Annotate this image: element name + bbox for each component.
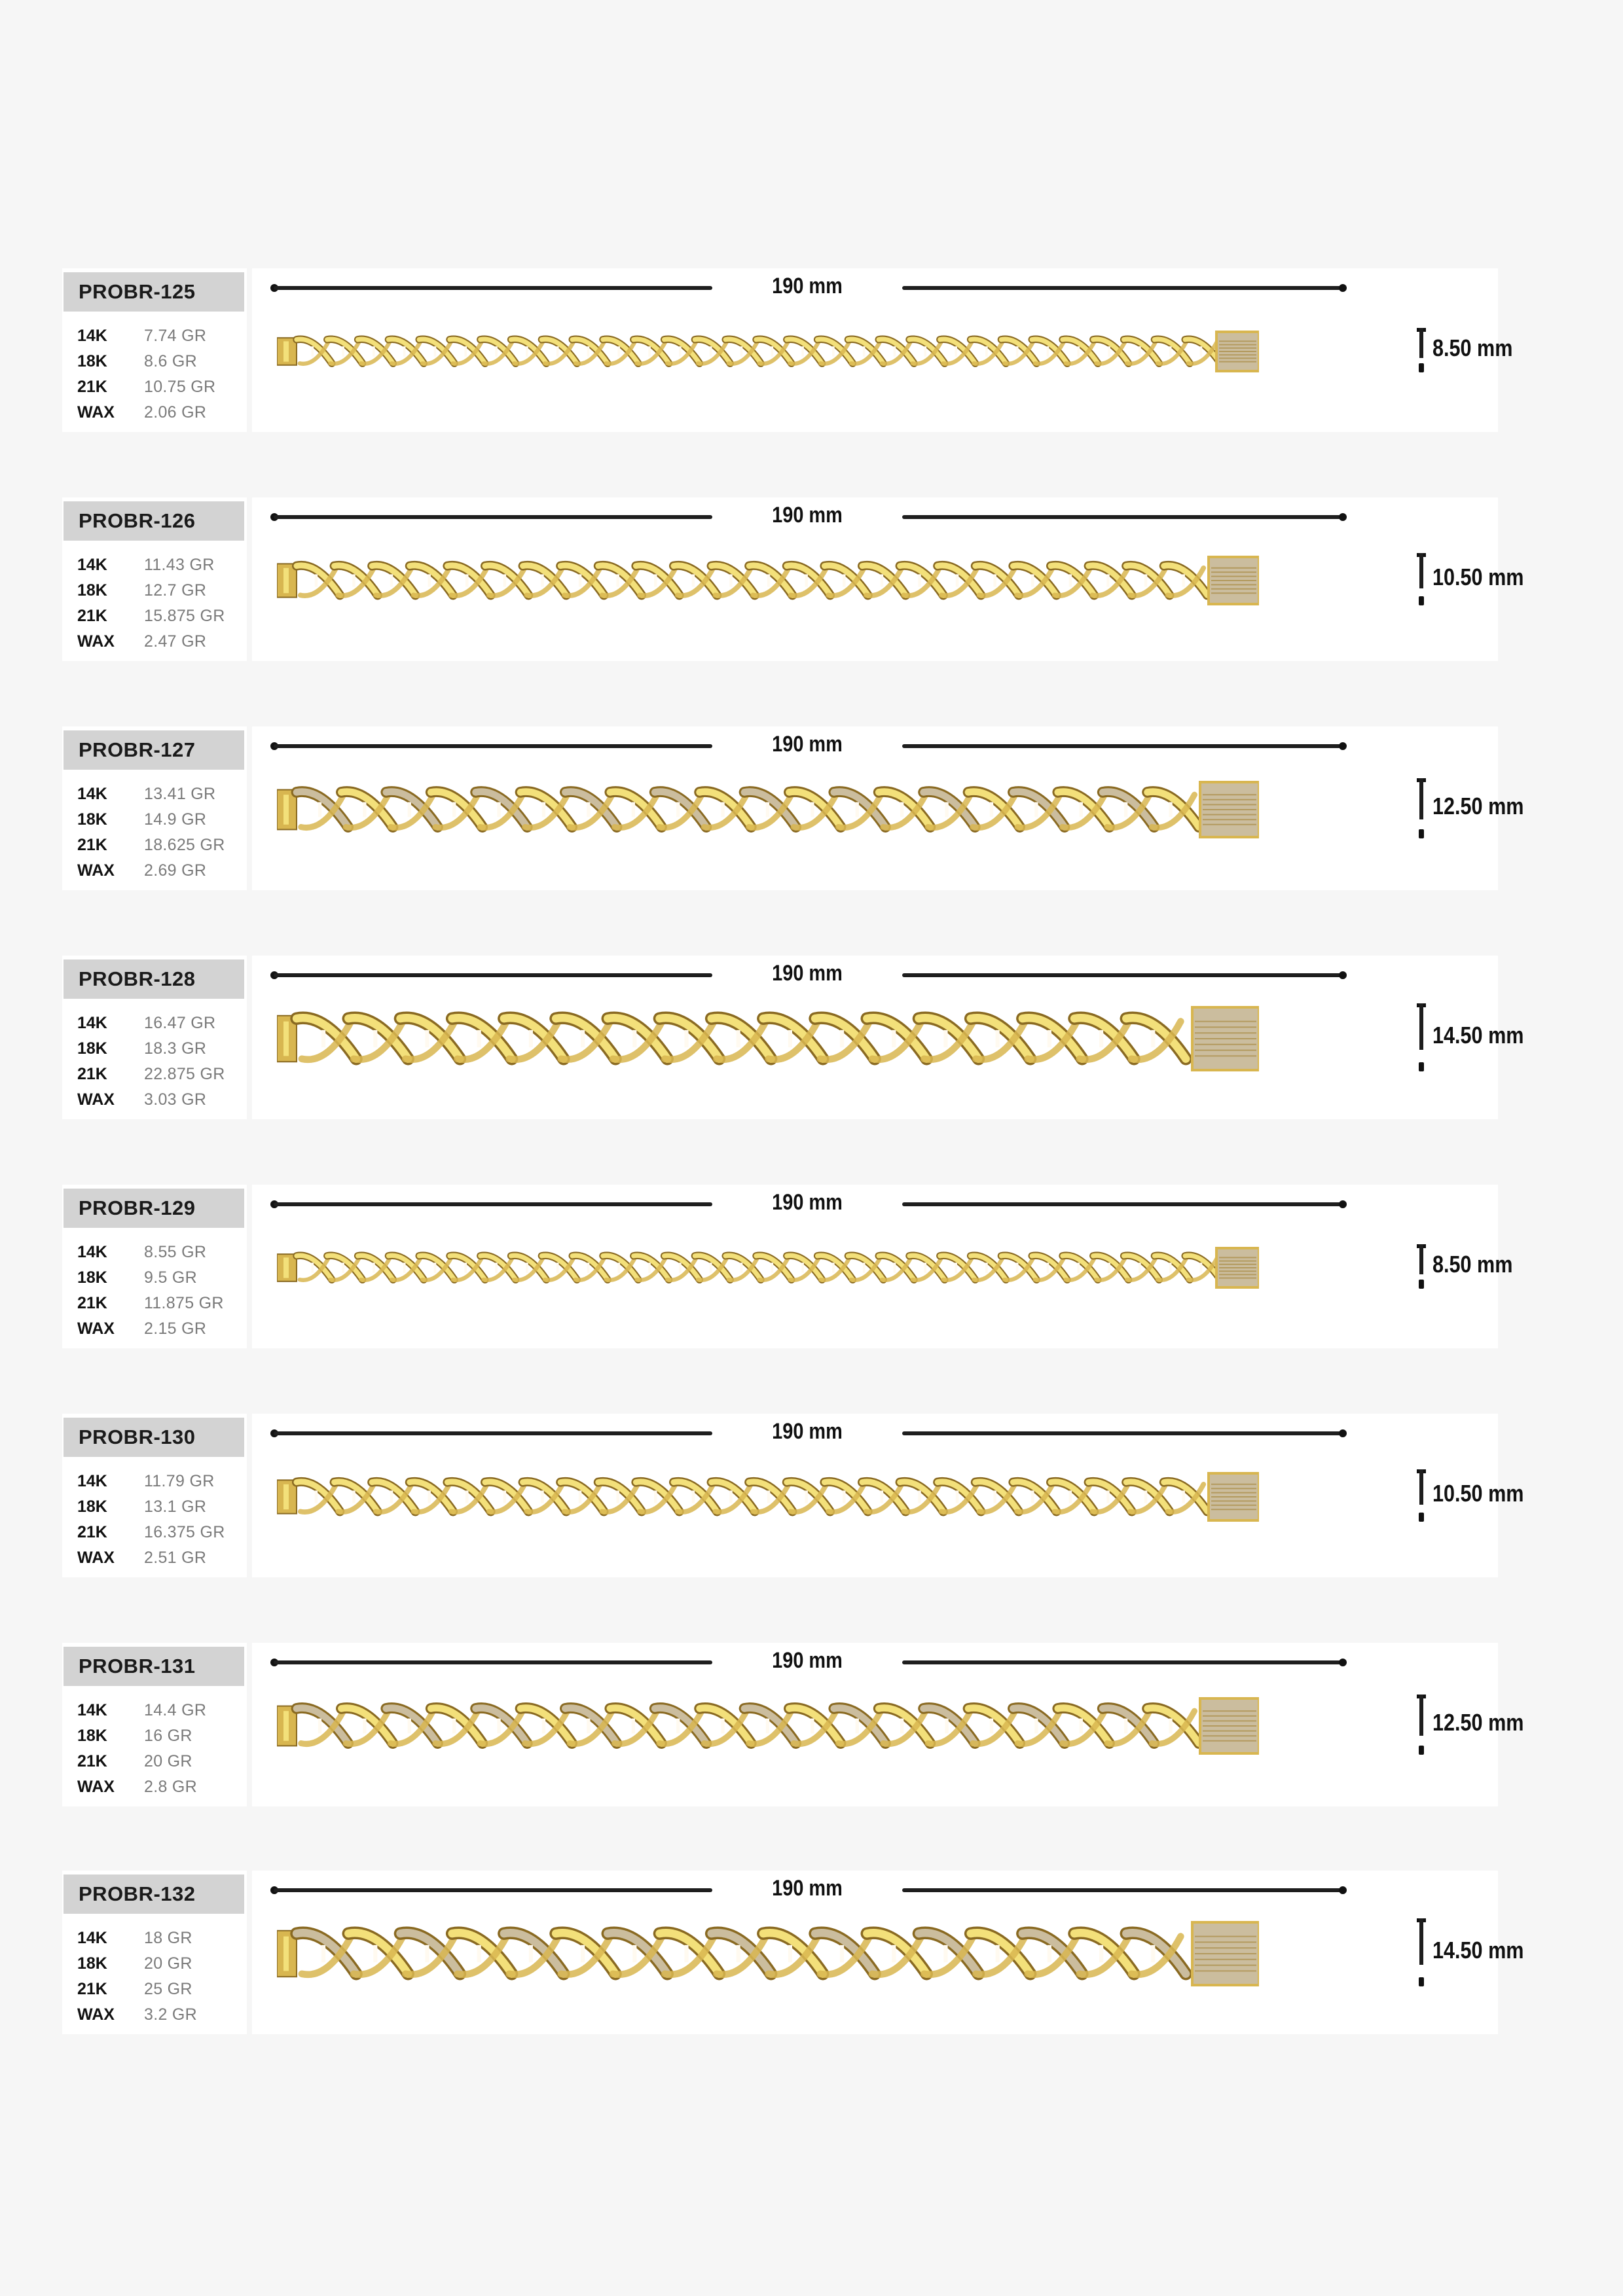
width-line <box>1419 553 1423 588</box>
arrow-right-icon <box>1339 742 1347 750</box>
width-line <box>1419 328 1423 358</box>
bracelet <box>277 1917 1259 1994</box>
width-label: 14.50 mm <box>1432 1937 1524 1964</box>
product-code: PROBR-130 <box>64 1418 244 1457</box>
weight-row <box>77 1749 206 1774</box>
weight-row <box>77 1265 224 1291</box>
product-info-card <box>62 1414 247 1577</box>
weight-row <box>77 1469 225 1494</box>
product-row <box>62 1414 1524 1577</box>
length-label: 190 mm <box>772 1648 843 1673</box>
weight-value: 13.41 GR <box>144 785 216 803</box>
bracelet <box>277 1693 1259 1762</box>
weight-value: 16.47 GR <box>144 1014 216 1032</box>
length-line-right <box>902 286 1341 290</box>
weight-value: 14.9 GR <box>144 810 207 829</box>
width-line <box>1419 1695 1423 1736</box>
bracelet-image-2 <box>277 777 1259 842</box>
product-row <box>62 1643 1524 1806</box>
karat-label: WAX <box>77 403 115 422</box>
weight-value: 20 GR <box>144 1954 192 1973</box>
weight-value: 14.4 GR <box>144 1701 207 1719</box>
product-code: PROBR-127 <box>64 730 244 770</box>
length-line-right <box>902 1660 1341 1664</box>
weight-value: 2.47 GR <box>144 632 207 651</box>
weight-row <box>77 1545 225 1571</box>
width-label: 10.50 mm <box>1432 1480 1524 1507</box>
arrow-down-icon <box>1419 1513 1424 1522</box>
length-label: 190 mm <box>772 274 843 298</box>
weight-value: 2.69 GR <box>144 861 207 880</box>
product-code: PROBR-128 <box>64 960 244 999</box>
bracelet-image-6 <box>277 1693 1259 1759</box>
weight-value: 8.6 GR <box>144 352 197 370</box>
product-visual-panel <box>252 268 1513 432</box>
width-label: 10.50 mm <box>1432 564 1524 590</box>
weight-row <box>77 374 215 400</box>
karat-label: 14K <box>77 1929 107 1947</box>
product-visual-panel <box>252 497 1524 661</box>
length-line-right <box>902 973 1341 977</box>
weight-row <box>77 1087 225 1113</box>
weight-row <box>77 1316 224 1342</box>
weight-value: 18.3 GR <box>144 1039 207 1058</box>
arrow-right-icon <box>1339 1659 1347 1666</box>
weight-value: 16 GR <box>144 1727 192 1745</box>
width-label: 12.50 mm <box>1432 1709 1524 1736</box>
karat-label: WAX <box>77 1090 115 1109</box>
product-code: PROBR-129 <box>64 1189 244 1228</box>
karat-label: WAX <box>77 1319 115 1338</box>
length-label: 190 mm <box>772 1190 843 1215</box>
width-line <box>1419 1244 1423 1274</box>
bracelet <box>277 552 1259 613</box>
weight-value: 18.625 GR <box>144 836 225 854</box>
arrow-down-icon <box>1419 363 1424 372</box>
product-info-card <box>62 1185 247 1348</box>
weight-value: 13.1 GR <box>144 1498 207 1516</box>
karat-label: 21K <box>77 607 107 625</box>
product-row <box>62 956 1524 1119</box>
weight-row <box>77 1926 197 1951</box>
product-visual-panel <box>252 1871 1524 2034</box>
bracelet <box>277 1243 1259 1296</box>
arrow-right-icon <box>1339 971 1347 979</box>
karat-label: WAX <box>77 632 115 651</box>
weights-list <box>77 552 225 655</box>
width-label: 8.50 mm <box>1432 1251 1513 1278</box>
weight-row <box>77 578 225 603</box>
product-row <box>62 1871 1524 2034</box>
karat-label: 14K <box>77 1472 107 1490</box>
karat-label: 21K <box>77 836 107 854</box>
product-code: PROBR-126 <box>64 501 244 541</box>
weight-value: 10.75 GR <box>144 378 216 396</box>
karat-label: 14K <box>77 327 107 345</box>
arrow-down-icon <box>1419 596 1424 605</box>
bracelet-image-0 <box>277 327 1259 376</box>
length-line-left <box>274 973 712 977</box>
width-label: 14.50 mm <box>1432 1022 1524 1049</box>
width-line <box>1419 1003 1423 1050</box>
karat-label: 21K <box>77 1752 107 1770</box>
weight-value: 7.74 GR <box>144 327 207 345</box>
arrow-down-icon <box>1419 1746 1424 1755</box>
product-info-card <box>62 956 247 1119</box>
weight-row <box>77 807 225 833</box>
karat-label: 18K <box>77 581 107 600</box>
arrow-right-icon <box>1339 1200 1347 1208</box>
karat-label: 18K <box>77 352 107 370</box>
weight-row <box>77 1036 225 1062</box>
karat-label: 14K <box>77 785 107 803</box>
weight-value: 2.06 GR <box>144 403 207 422</box>
weights-list <box>77 1926 197 2028</box>
bracelet <box>277 1468 1259 1529</box>
karat-label: WAX <box>77 1549 115 1567</box>
length-line-left <box>274 1202 712 1206</box>
karat-label: 21K <box>77 1294 107 1312</box>
product-info-card <box>62 726 247 890</box>
karat-label: 18K <box>77 810 107 829</box>
karat-label: 14K <box>77 556 107 574</box>
product-visual-panel <box>252 726 1524 890</box>
karat-label: WAX <box>77 861 115 880</box>
length-line-left <box>274 744 712 748</box>
karat-label: 21K <box>77 1065 107 1083</box>
length-line-right <box>902 1431 1341 1435</box>
weight-row <box>77 552 225 578</box>
length-line-left <box>274 1888 712 1892</box>
karat-label: 14K <box>77 1014 107 1032</box>
karat-label: 14K <box>77 1243 107 1261</box>
weight-row <box>77 833 225 858</box>
product-code: PROBR-131 <box>64 1647 244 1686</box>
weight-value: 15.875 GR <box>144 607 225 625</box>
length-line-right <box>902 744 1341 748</box>
product-visual-panel <box>252 1643 1524 1806</box>
product-info-card <box>62 1871 247 2034</box>
length-line-right <box>902 1202 1341 1206</box>
weight-value: 2.51 GR <box>144 1549 207 1567</box>
product-row <box>62 726 1524 890</box>
weight-value: 2.8 GR <box>144 1778 197 1796</box>
arrow-right-icon <box>1339 513 1347 521</box>
karat-label: WAX <box>77 1778 115 1796</box>
weight-value: 25 GR <box>144 1980 192 1998</box>
weight-row <box>77 1977 197 2002</box>
weight-value: 16.375 GR <box>144 1523 225 1541</box>
karat-label: 18K <box>77 1954 107 1973</box>
weight-value: 22.875 GR <box>144 1065 225 1083</box>
product-info-card <box>62 497 247 661</box>
width-line <box>1419 778 1423 819</box>
weight-row <box>77 323 215 349</box>
weight-value: 2.15 GR <box>144 1319 207 1338</box>
product-row <box>62 497 1524 661</box>
length-line-right <box>902 515 1341 519</box>
arrow-down-icon <box>1419 1280 1424 1289</box>
weights-list <box>77 1469 225 1571</box>
weight-value: 3.03 GR <box>144 1090 207 1109</box>
arrow-right-icon <box>1339 1429 1347 1437</box>
weight-row <box>77 1291 224 1316</box>
weight-row <box>77 1698 206 1723</box>
length-line-left <box>274 1660 712 1664</box>
product-info-card <box>62 268 247 432</box>
bracelet <box>277 1002 1259 1079</box>
weights-list <box>77 781 225 884</box>
karat-label: 18K <box>77 1039 107 1058</box>
weight-value: 18 GR <box>144 1929 192 1947</box>
length-line-left <box>274 286 712 290</box>
weight-row <box>77 1494 225 1520</box>
bracelet-image-1 <box>277 552 1259 609</box>
arrow-down-icon <box>1419 1977 1424 1986</box>
width-line <box>1419 1469 1423 1505</box>
weight-row <box>77 781 225 807</box>
length-label: 190 mm <box>772 1419 843 1444</box>
weights-list <box>77 1011 225 1113</box>
weight-value: 9.5 GR <box>144 1268 197 1287</box>
bracelet <box>277 327 1259 380</box>
weight-row <box>77 1723 206 1749</box>
bracelet-image-7 <box>277 1917 1259 1990</box>
bracelet-image-4 <box>277 1243 1259 1293</box>
karat-label: 18K <box>77 1268 107 1287</box>
weight-value: 11.875 GR <box>144 1294 224 1312</box>
weight-row <box>77 1951 197 1977</box>
weight-value: 3.2 GR <box>144 2005 197 2024</box>
width-line <box>1419 1918 1423 1965</box>
weight-row <box>77 1062 225 1087</box>
length-label: 190 mm <box>772 732 843 757</box>
weight-row <box>77 629 225 655</box>
arrow-right-icon <box>1339 284 1347 292</box>
product-code: PROBR-125 <box>64 272 244 312</box>
product-visual-panel <box>252 956 1524 1119</box>
product-row <box>62 268 1513 432</box>
weight-row <box>77 1240 224 1265</box>
weight-row <box>77 1520 225 1545</box>
weight-row <box>77 1011 225 1036</box>
weight-row <box>77 1774 206 1800</box>
product-visual-panel <box>252 1185 1513 1348</box>
karat-label: WAX <box>77 2005 115 2024</box>
karat-label: 18K <box>77 1498 107 1516</box>
weight-row <box>77 349 215 374</box>
length-label: 190 mm <box>772 1876 843 1901</box>
weight-value: 11.43 GR <box>144 556 215 574</box>
weights-list <box>77 323 215 425</box>
bracelet-image-5 <box>277 1468 1259 1526</box>
weight-value: 11.79 GR <box>144 1472 215 1490</box>
karat-label: 14K <box>77 1701 107 1719</box>
product-visual-panel <box>252 1414 1524 1577</box>
weights-list <box>77 1698 206 1800</box>
karat-label: 21K <box>77 378 107 396</box>
arrow-right-icon <box>1339 1886 1347 1894</box>
karat-label: 18K <box>77 1727 107 1745</box>
length-line-left <box>274 1431 712 1435</box>
width-label: 12.50 mm <box>1432 793 1524 819</box>
length-label: 190 mm <box>772 961 843 986</box>
weight-value: 12.7 GR <box>144 581 207 600</box>
weight-row <box>77 400 215 425</box>
karat-label: 21K <box>77 1980 107 1998</box>
width-label: 8.50 mm <box>1432 334 1513 361</box>
bracelet <box>277 777 1259 846</box>
arrow-down-icon <box>1419 1062 1424 1071</box>
karat-label: 21K <box>77 1523 107 1541</box>
product-info-card <box>62 1643 247 1806</box>
weights-list <box>77 1240 224 1342</box>
length-label: 190 mm <box>772 503 843 528</box>
weight-value: 20 GR <box>144 1752 192 1770</box>
weight-value: 8.55 GR <box>144 1243 207 1261</box>
product-code: PROBR-132 <box>64 1874 244 1914</box>
bracelet-image-3 <box>277 1002 1259 1075</box>
length-line-left <box>274 515 712 519</box>
weight-row <box>77 2002 197 2028</box>
weight-row <box>77 603 225 629</box>
length-line-right <box>902 1888 1341 1892</box>
arrow-down-icon <box>1419 829 1424 838</box>
product-row <box>62 1185 1513 1348</box>
weight-row <box>77 858 225 884</box>
